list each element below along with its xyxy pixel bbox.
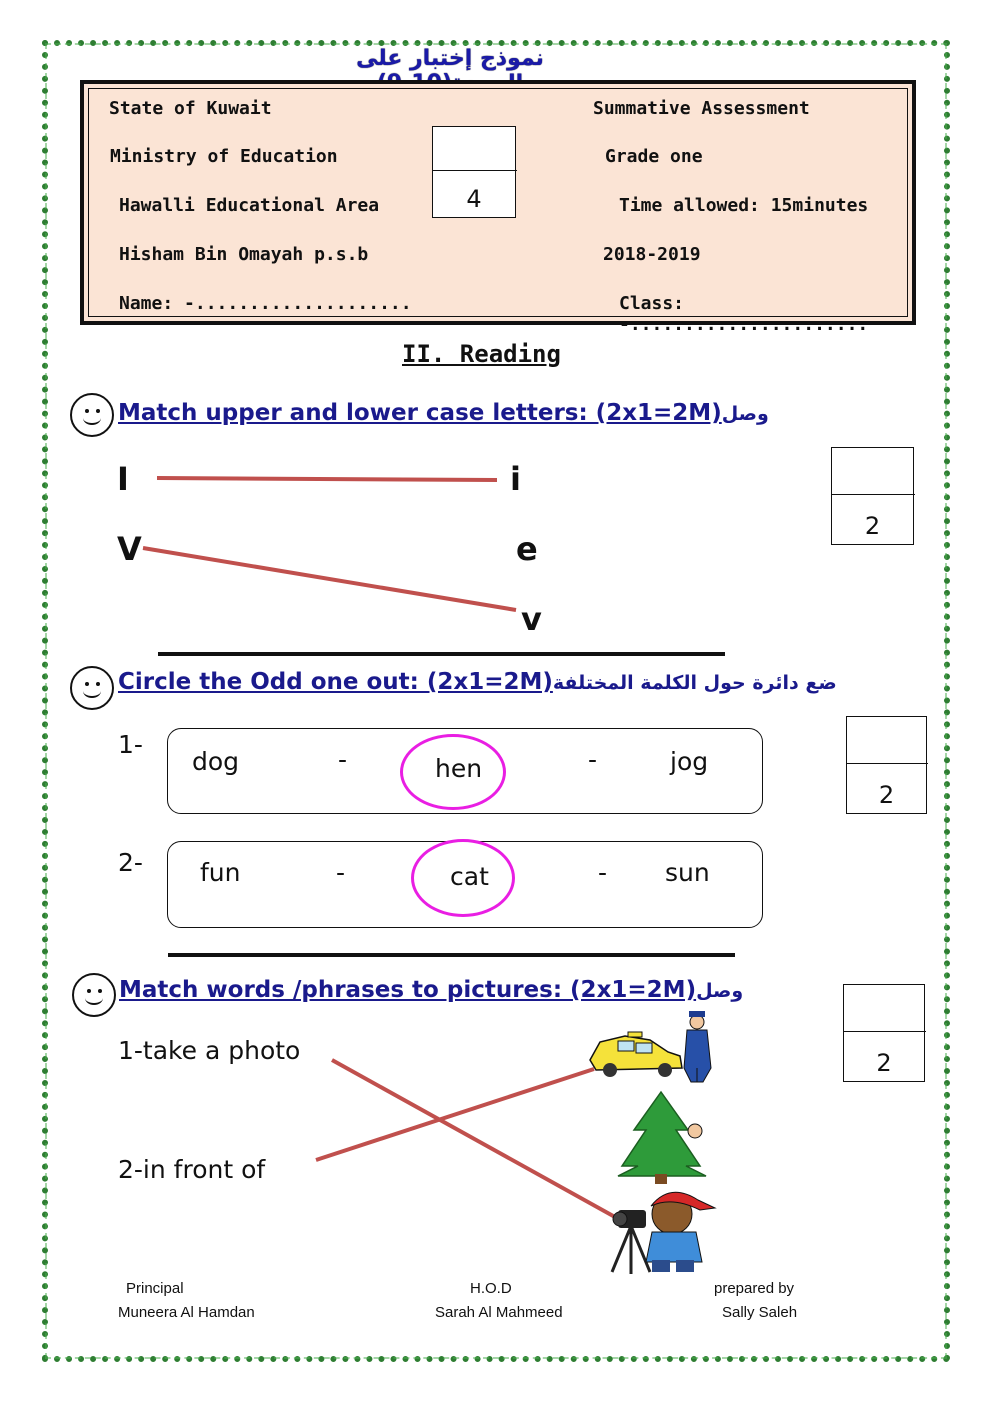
- taxi-and-policeman-picture: [590, 1011, 711, 1082]
- word: sun: [665, 858, 710, 887]
- separator: -: [338, 745, 348, 774]
- header-school: Hisham Bin Omayah p.s.b: [119, 244, 369, 265]
- q3-title-arabic: وصل: [696, 980, 744, 1002]
- separator: -: [598, 858, 608, 887]
- word: cat: [450, 862, 489, 891]
- q2-row2-number: 2-: [118, 848, 143, 877]
- separator: -: [336, 858, 346, 887]
- match-line: [316, 1069, 594, 1160]
- lower-letter-v: v: [521, 600, 542, 638]
- q2-row1-number: 1-: [118, 730, 143, 759]
- match-line: [143, 548, 516, 610]
- section-title: II. Reading: [402, 340, 561, 368]
- q1-score: 2: [864, 512, 881, 540]
- footer-role-hod: H.O.D: [470, 1280, 512, 1297]
- header-ministry: Ministry of Education: [110, 146, 338, 167]
- total-score: 4: [466, 185, 482, 213]
- header-area: Hawalli Educational Area: [119, 195, 380, 216]
- q3-title-text: Match words /phrases to pictures: (2x1=2M): [119, 977, 697, 1003]
- phrase-take-a-photo: 1-take a photo: [118, 1036, 301, 1065]
- header-year: 2018-2019: [603, 244, 701, 265]
- boy-with-camera-picture: [612, 1192, 715, 1274]
- lower-letter-e: e: [516, 530, 538, 568]
- header-name-field: Name: -....................: [119, 293, 412, 314]
- header-state: State of Kuwait: [109, 98, 272, 119]
- q2-title-text: Circle the Odd one out: (2x1=2M): [118, 669, 553, 695]
- header-grade: Grade one: [605, 146, 703, 167]
- tree-picture: [618, 1092, 706, 1184]
- separator: -: [588, 745, 598, 774]
- footer-role-prepared: prepared by: [714, 1280, 795, 1297]
- q1-title-text: Match upper and lower case letters: (2x1=2M): [118, 400, 722, 426]
- word: dog: [192, 747, 240, 776]
- footer-name-prepared: Sally Saleh: [722, 1304, 798, 1321]
- phrase-in-front-of: 2-in front of: [118, 1155, 266, 1184]
- header-class-field: Class: -......................: [619, 293, 869, 335]
- footer-name-principal: Muneera Al Hamdan: [118, 1304, 255, 1321]
- footer-name-hod: Sarah Al Mahmeed: [435, 1304, 563, 1321]
- header-time: Time allowed: 15minutes: [619, 195, 869, 216]
- q3-score: 2: [876, 1049, 892, 1077]
- q2-title-arabic: ضع دائرة حول الكلمة المختلفة: [552, 672, 837, 694]
- match-line: [157, 478, 497, 480]
- upper-letter-i: I: [117, 460, 129, 498]
- arabic-title: نموذج إختبار على: [356, 46, 544, 71]
- word: hen: [435, 754, 483, 783]
- header-assessment: Summative Assessment: [593, 98, 810, 119]
- q2-score: 2: [878, 781, 895, 809]
- upper-letter-v: V: [117, 530, 142, 568]
- word: jog: [670, 747, 709, 776]
- footer-role-principal: Principal: [126, 1280, 184, 1297]
- word: fun: [200, 858, 241, 887]
- lower-letter-i: i: [510, 460, 521, 498]
- q1-title-arabic: وصل: [721, 403, 769, 425]
